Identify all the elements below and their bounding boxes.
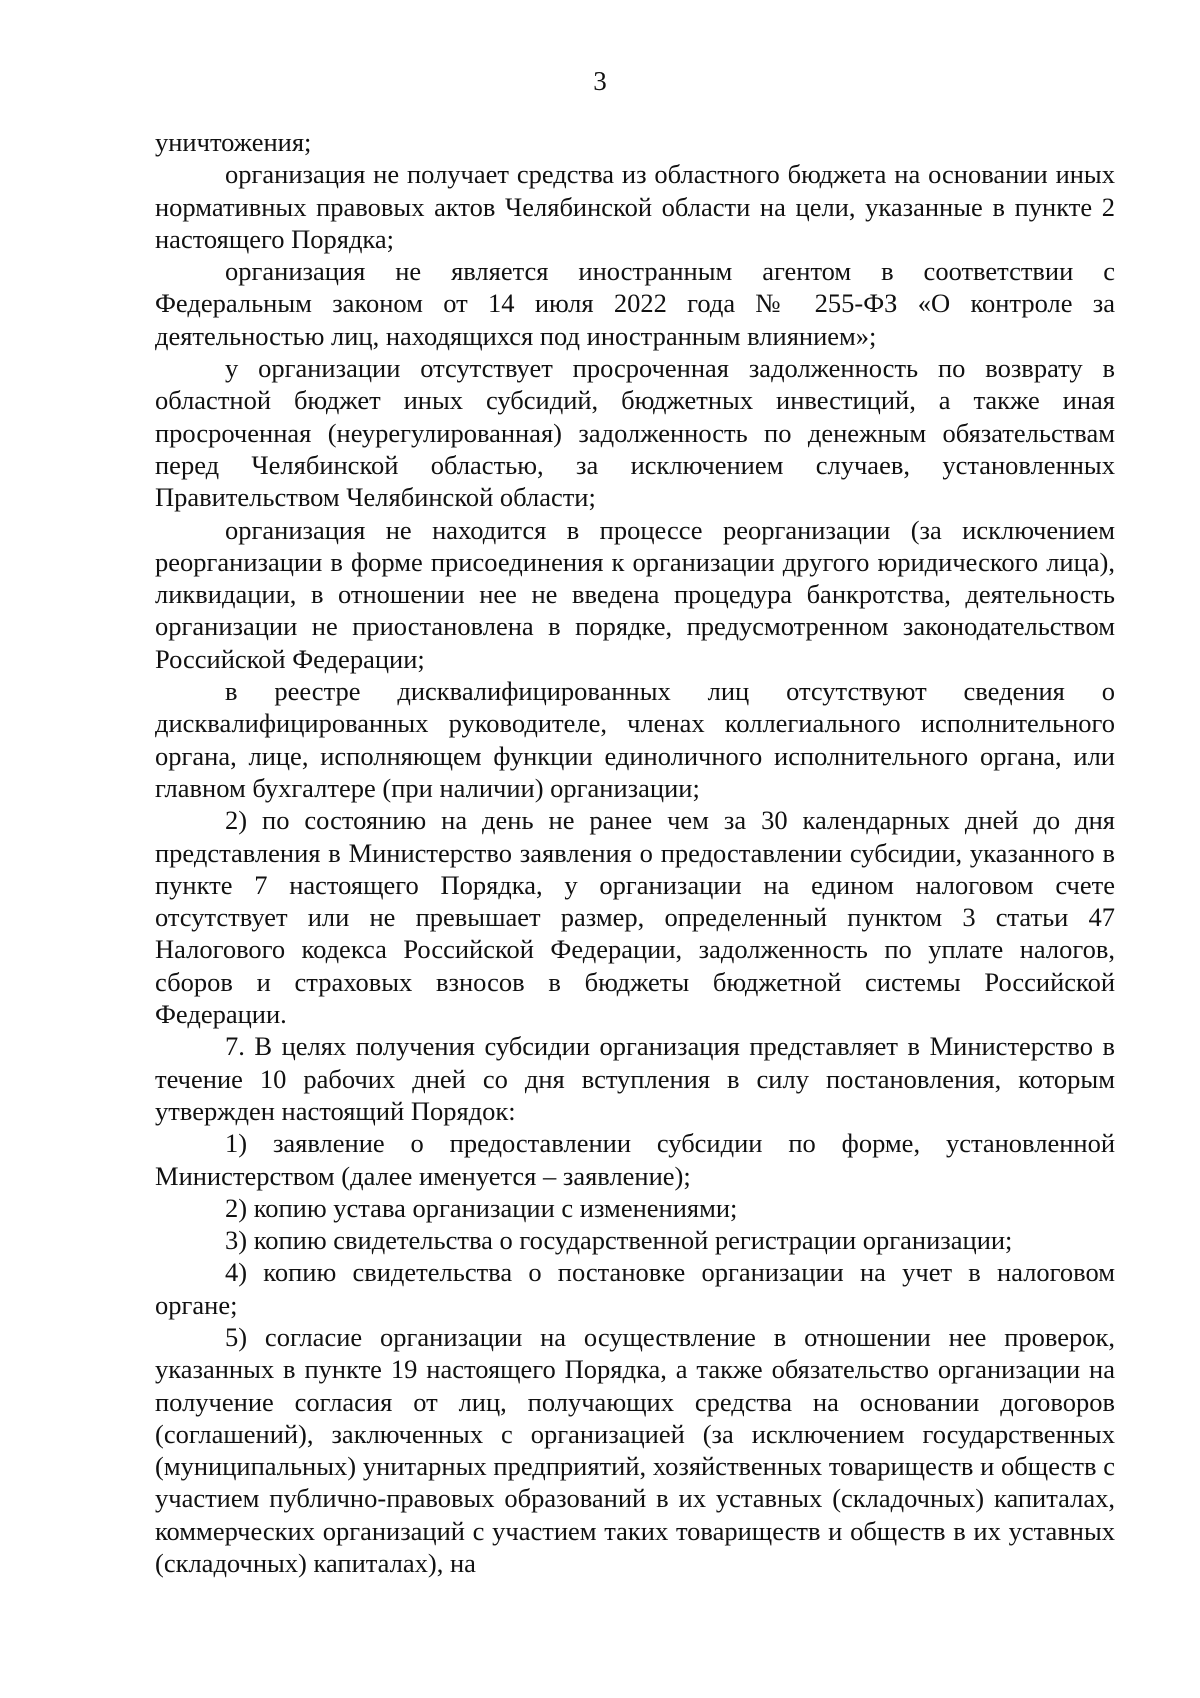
page-number: 3	[593, 66, 607, 96]
paragraph: 3) копию свидетельства о государственной регистрации организации;	[225, 1225, 1013, 1256]
paragraph: 4) копию свидетельства о постановке организации на учет в налоговом органе;	[155, 1257, 1115, 1320]
document-body	[155, 126, 1115, 1579]
paragraph: организация не является иностранным агентом в соответствии с Федеральным законом от 14 июля 2022 года № 255-ФЗ «О контроле за деятельностью лиц, находящихся под иностранным влиянием»;	[155, 256, 1115, 351]
paragraph: 5) согласие организации на осуществление в отношении нее проверок, указанных в пункте 19 настоящего Порядка, а также обязательство организации на получение согласия от лиц, получающих средства на основании договоров (соглашений), заключенных с организацией (за исключением государственных (муниципальных) унитарных предприятий, хозяйственных товариществ и обществ с участием публично-правовых образований в их уставных (складочных) капиталах, коммерческих организаций с участием таких товариществ и обществ в их уставных (складочных) капиталах), на	[155, 1321, 1115, 1579]
paragraph: организация не находится в процессе реорганизации (за исключением реорганизации в форме присоединения к организации другого юридического лица), ликвидации, в отношении нее не введена процедура банкротства, деятельность организации не приостановлена в порядке, предусмотренном законодательством Российской Федерации;	[155, 514, 1115, 674]
paragraph: в реестре дисквалифицированных лиц отсутствуют сведения о дисквалифицированных руководителе, членах коллегиального исполнительного органа, лице, исполняющем функции единоличного исполнительного органа, или главном бухгалтере (при наличии) организации;	[155, 676, 1115, 803]
paragraph: организация не получает средства из областного бюджета на основании иных нормативных правовых актов Челябинской области на цели, указанные в пункте 2 настоящего Порядка;	[155, 159, 1115, 254]
paragraph: 7. В целях получения субсидии организация представляет в Министерство в течение 10 рабочих дней со дня вступления в силу постановления, которым утвержден настоящий Порядок:	[155, 1031, 1115, 1126]
paragraph: 2) копию устава организации с изменениями;	[225, 1192, 738, 1223]
paragraph: 1) заявление о предоставлении субсидии по форме, установленной Министерством (далее именуется – заявление);	[155, 1128, 1115, 1191]
paragraph: уничтожения;	[155, 127, 312, 157]
paragraph: 2) по состоянию на день не ранее чем за 30 календарных дней до дня представления в Министерство заявления о предоставлении субсидии, указанного в пункте 7 настоящего Порядка, у организации на едином налоговом счете отсутствует или не превышает размер, определенный пунктом 3 статьи 47 Налогового кодекса Российской Федерации, задолженность по уплате налогов, сборов и страховых взносов в бюджеты бюджетной системы Российской Федерации.	[155, 805, 1115, 1030]
paragraph: у организации отсутствует просроченная задолженность по возврату в областной бюджет иных субсидий, бюджетных инвестиций, а также иная просроченная (неурегулированная) задолженность по денежным обязательствам перед Челябинской областью, за исключением случаев, установленных Правительством Челябинской области;	[155, 353, 1115, 513]
